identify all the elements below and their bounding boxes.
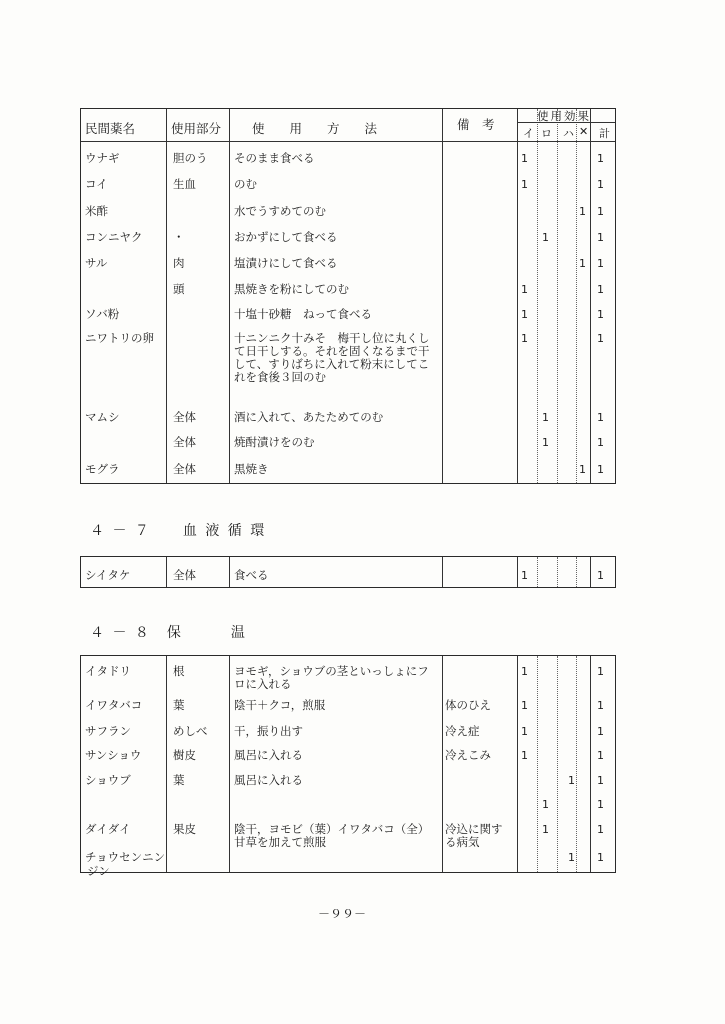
usage-method-line: のむ bbox=[234, 177, 257, 191]
col-divider-part bbox=[229, 557, 230, 587]
usage-method-line: 風呂に入れる bbox=[234, 773, 303, 787]
medicine-name: コンニヤク bbox=[85, 230, 143, 244]
header-method: 使 用 方 法 bbox=[252, 121, 378, 136]
medicine-table-3 bbox=[80, 655, 616, 878]
medicine-name: ソバ粉 bbox=[85, 307, 120, 321]
usage-method-line: 風呂に入れる bbox=[234, 748, 303, 762]
total-value: 1 bbox=[597, 569, 604, 582]
medicine-name: サンショウ bbox=[85, 748, 142, 762]
effect-divider-ro bbox=[557, 656, 558, 872]
effect-i-value: 1 bbox=[521, 308, 528, 321]
usage-method-line: 黒焼きを粉にしてのむ bbox=[234, 282, 349, 296]
total-value: 1 bbox=[597, 332, 604, 345]
col-divider-notes bbox=[517, 109, 518, 483]
effect-ha-value: 1 bbox=[568, 851, 575, 864]
used-part: ・ bbox=[173, 230, 185, 244]
effect-x-value: 1 bbox=[579, 205, 586, 218]
used-part: 生血 bbox=[173, 177, 196, 191]
effect-x-value: 1 bbox=[579, 463, 586, 476]
total-value: 1 bbox=[597, 699, 604, 712]
total-value: 1 bbox=[597, 749, 604, 762]
col-divider-x bbox=[590, 557, 591, 587]
usage-method-line: 十ニンニク十みそ 梅干し位に丸くし bbox=[234, 331, 430, 345]
header-effect-ro: ロ bbox=[541, 127, 552, 140]
usage-method-line: 食べる bbox=[234, 568, 269, 582]
total-value: 1 bbox=[597, 436, 604, 449]
notes: 冷込に関す bbox=[445, 822, 503, 836]
effect-ro-value: 1 bbox=[542, 231, 549, 244]
effect-i-value: 1 bbox=[521, 178, 528, 191]
col-divider-name bbox=[166, 656, 167, 872]
effect-divider-ha bbox=[576, 557, 577, 587]
effect-ha-value: 1 bbox=[568, 774, 575, 787]
medicine-table-1 bbox=[80, 108, 616, 484]
effect-ro-value: 1 bbox=[542, 823, 549, 836]
total-value: 1 bbox=[597, 665, 604, 678]
header-part: 使用部分 bbox=[171, 121, 222, 136]
medicine-name: イワタバコ bbox=[85, 698, 143, 712]
usage-method-line: 十塩十砂糖 ねって食べる bbox=[234, 307, 372, 321]
medicine-table-2 bbox=[80, 556, 616, 588]
used-part: 頭 bbox=[173, 282, 185, 296]
total-value: 1 bbox=[597, 823, 604, 836]
used-part: 根 bbox=[173, 664, 185, 678]
effect-divider-ro bbox=[557, 109, 558, 483]
total-value: 1 bbox=[597, 725, 604, 738]
used-part: 全体 bbox=[173, 435, 196, 449]
total-value: 1 bbox=[597, 774, 604, 787]
effect-x-value: 1 bbox=[579, 257, 586, 270]
effect-i-value: 1 bbox=[521, 699, 528, 712]
usage-method-line: 干，振り出す bbox=[234, 724, 303, 738]
header-effect-i: イ bbox=[523, 127, 534, 140]
used-part: めしべ bbox=[173, 724, 208, 738]
effect-i-value: 1 bbox=[521, 725, 528, 738]
effect-divider-i bbox=[537, 109, 538, 483]
medicine-name: ウナギ bbox=[85, 151, 120, 165]
medicine-name-continued: ジン bbox=[87, 864, 110, 878]
section-title-warmth: ４ － ８ 保 温 bbox=[90, 625, 247, 641]
usage-method-line: 水でうすめてのむ bbox=[234, 204, 326, 218]
used-part: 全体 bbox=[173, 462, 196, 476]
usage-method-line: 陰干＋クコ，煎服 bbox=[234, 698, 326, 712]
used-part: 葉 bbox=[173, 773, 185, 787]
usage-method-line: おかずにして食べる bbox=[234, 230, 338, 244]
page-number: －９９－ bbox=[318, 907, 367, 921]
effect-ro-value: 1 bbox=[542, 436, 549, 449]
medicine-name: イタドリ bbox=[85, 664, 131, 678]
effect-ro-value: 1 bbox=[542, 798, 549, 811]
medicine-name: コイ bbox=[85, 177, 108, 191]
medicine-name: サル bbox=[85, 256, 108, 270]
col-divider-method bbox=[442, 557, 443, 587]
used-part: 樹皮 bbox=[173, 748, 196, 762]
total-value: 1 bbox=[597, 205, 604, 218]
header-effect-ha: ハ bbox=[563, 127, 574, 140]
effect-divider-ha bbox=[576, 656, 577, 872]
effect-divider-i bbox=[537, 557, 538, 587]
effect-divider-ro bbox=[557, 557, 558, 587]
col-divider-x bbox=[590, 109, 591, 483]
effect-i-value: 1 bbox=[521, 332, 528, 345]
usage-method-line: そのまま食べる bbox=[234, 151, 315, 165]
total-value: 1 bbox=[597, 283, 604, 296]
medicine-name: ダイダイ bbox=[85, 822, 131, 836]
notes: 冷え症 bbox=[445, 724, 480, 738]
col-divider-method bbox=[442, 109, 443, 483]
usage-method-line: 焼酎漬けをのむ bbox=[234, 435, 315, 449]
col-divider-part bbox=[229, 109, 230, 483]
usage-method-line: 酒に入れて、あたためてのむ bbox=[234, 410, 384, 424]
usage-method-line: ヨモギ，ショウブの茎といっしょにフ bbox=[234, 664, 429, 678]
notes: 冷えこみ bbox=[445, 748, 491, 762]
effect-i-value: 1 bbox=[521, 749, 528, 762]
total-value: 1 bbox=[597, 152, 604, 165]
used-part: 葉 bbox=[173, 698, 185, 712]
effect-ro-value: 1 bbox=[542, 411, 549, 424]
usage-method-line: て日干しする。それを固くなるまで干 bbox=[234, 344, 430, 358]
effect-divider-i bbox=[537, 656, 538, 872]
usage-method-line: 陰干，ヨモビ（葉）イワタバコ（全） bbox=[234, 822, 430, 836]
header-name: 民間薬名 bbox=[85, 121, 136, 136]
header-effect-x: ✕ bbox=[579, 125, 589, 138]
effect-i-value: 1 bbox=[521, 569, 528, 582]
used-part: 肉 bbox=[173, 256, 185, 270]
usage-method-line: して、すりばちに入れて粉末にしてこ bbox=[234, 357, 430, 371]
effect-i-value: 1 bbox=[521, 665, 528, 678]
used-part: 全体 bbox=[173, 410, 196, 424]
total-value: 1 bbox=[597, 463, 604, 476]
col-divider-notes bbox=[517, 656, 518, 872]
total-value: 1 bbox=[597, 231, 604, 244]
used-part: 果皮 bbox=[173, 822, 196, 836]
usage-method-line: 黒焼き bbox=[234, 462, 269, 476]
medicine-name: モグラ bbox=[85, 462, 120, 476]
notes: る病気 bbox=[445, 835, 480, 849]
col-divider-name bbox=[166, 557, 167, 587]
header-rule bbox=[81, 141, 615, 142]
total-value: 1 bbox=[597, 178, 604, 191]
medicine-name: 米酢 bbox=[85, 204, 108, 218]
medicine-name: マムシ bbox=[85, 410, 120, 424]
header-notes: 備 考 bbox=[457, 117, 495, 132]
medicine-name: ニワトリの卵 bbox=[85, 331, 154, 345]
effect-divider-ha bbox=[576, 109, 577, 483]
used-part: 胆のう bbox=[173, 151, 208, 165]
total-value: 1 bbox=[597, 798, 604, 811]
total-value: 1 bbox=[597, 411, 604, 424]
col-divider-name bbox=[166, 109, 167, 483]
effect-i-value: 1 bbox=[521, 283, 528, 296]
col-divider-method bbox=[442, 656, 443, 872]
usage-method-line: れを食後３回のむ bbox=[234, 370, 326, 384]
usage-method-line: 甘草を加えて煎服 bbox=[234, 835, 326, 849]
medicine-name: サフラン bbox=[85, 724, 131, 738]
effect-i-value: 1 bbox=[521, 152, 528, 165]
total-value: 1 bbox=[597, 308, 604, 321]
medicine-name: シイタケ bbox=[85, 568, 131, 582]
used-part: 全体 bbox=[173, 568, 196, 582]
usage-method-line: 塩漬けにして食べる bbox=[234, 256, 338, 270]
usage-method-line: ロに入れる bbox=[234, 677, 292, 691]
col-divider-part bbox=[229, 656, 230, 872]
medicine-name: ショウブ bbox=[85, 773, 131, 787]
total-value: 1 bbox=[597, 257, 604, 270]
col-divider-x bbox=[590, 656, 591, 872]
col-divider-notes bbox=[517, 557, 518, 587]
total-value: 1 bbox=[597, 851, 604, 864]
section-title-blood-circulation: ４ － ７ 血 液 循 環 bbox=[90, 523, 267, 539]
header-effect-total: 計 bbox=[599, 127, 610, 140]
header-effect: 使用効果 bbox=[537, 109, 591, 123]
medicine-name: チョウセンニン bbox=[85, 850, 166, 864]
notes: 体のひえ bbox=[445, 698, 491, 712]
